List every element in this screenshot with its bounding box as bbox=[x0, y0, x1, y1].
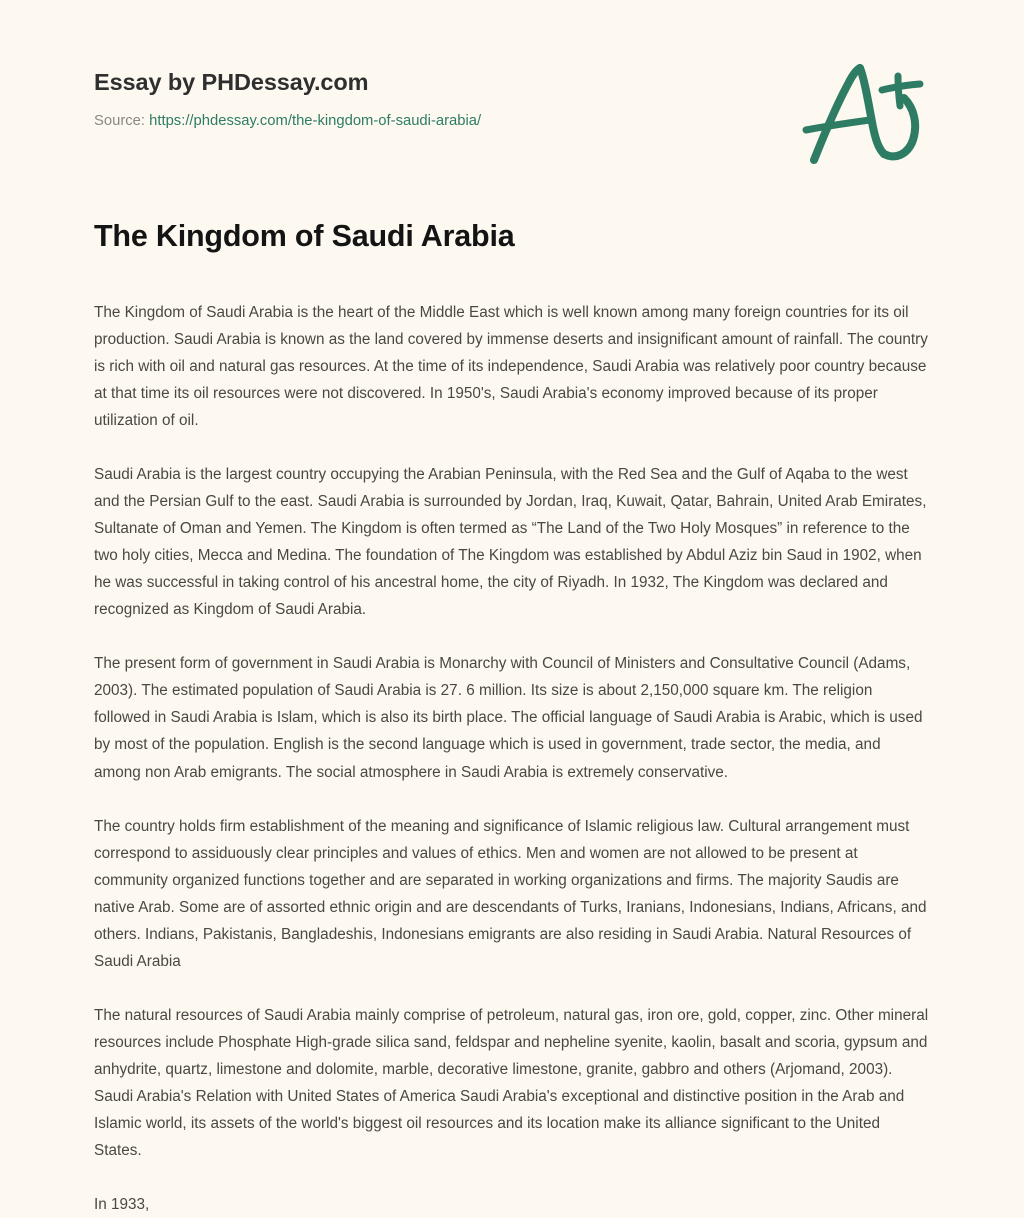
page-header bbox=[94, 0, 930, 130]
article-paragraph: The present form of government in Saudi Arabia is Monarchy with Council of Ministers and Consultative Council (Adams, 2003). The estimated population of Saudi Arabia is 27. 6 million. Its size is about 2,150,000 square km. The religion followed in Saudi Arabia is Islam, which is also its birth place. The official language of Saudi Arabia is Arabic, which is used by most of the population. English is the second language which is used in government, trade sector, the media, and among non Arab emigrants. The social atmosphere in Saudi Arabia is extremely conservative. bbox=[94, 655, 923, 781]
article-paragraph: The country holds firm establishment of the meaning and significance of Islamic religious law. Cultural arrangement must correspond to assiduously clear principles and values of ethics. Men and women are not allowed to be present at community organized functions together and are separated in working organizations and firms. The majority Saudis are native Arab. Some are of assorted ethnic origin and are descendants of Turks, Iranians, Indonesians, Indians, Africans, and others. Indians, Pakistanis, Bangladeshis, Indonesians emigrants are also residing in Saudi Arabia. Natural Resources of Saudi Arabia bbox=[94, 817, 927, 970]
article-paragraph: In 1933, bbox=[94, 1196, 150, 1214]
article-paragraph: The natural resources of Saudi Arabia mainly comprise of petroleum, natural gas, iron ore, gold, copper, zinc. Other mineral resources include Phosphate High-grade silica sand, feldspar and nepheline syenite, kaolin, basalt and scoria, gypsum and anhydrite, quartz, limestone and dolomite, marble, decorative limestone, granite, gabbro and others (Arjomand, 2003). Saudi Arabia's Relation with United States of America Saudi Arabia's exceptional and distinctive position in the Arab and Islamic world, its assets of the world's biggest oil resources and its location make its alliance significant to the United States. bbox=[94, 1006, 929, 1160]
source-line bbox=[94, 112, 930, 131]
source-label: Source: bbox=[94, 113, 145, 130]
page-title: The Kingdom of Saudi Arabia bbox=[94, 219, 515, 253]
article-paragraph: The Kingdom of Saudi Arabia is the heart of the Middle East which is well known among many foreign countries for its oil production. Saudi Arabia is known as the land covered by immense deserts and insignificant amount of rainfall. The country is rich with oil and natural gas resources. At the time of its independence, Saudi Arabia was relatively poor country because at that time its oil resources were not discovered. In 1950's, Saudi Arabia's economy improved because of its proper utilization of oil. bbox=[94, 303, 928, 429]
source-url-link[interactable]: https://phdessay.com/the-kingdom-of-saudi-arabia/ bbox=[149, 113, 482, 130]
article-paragraph: Saudi Arabia is the largest country occupying the Arabian Peninsula, with the Red Sea and the Gulf of Aqaba to the west and the Persian Gulf to the east. Saudi Arabia is surrounded by Jordan, Iraq, Kuwait, Qatar, Bahrain, United Arab Emirates, Sultanate of Oman and Yemen. The Kingdom is often termed as “The Land of the Two Holy Mosques” in reference to the two holy cities, Mecca and Medina. The foundation of The Kingdom was established by Abdul Aziz bin Saud in 1902, when he was successful in taking control of his ancestral home, the city of Riyadh. In 1932, The Kingdom was declared and recognized as Kingdom of Saudi Arabia. bbox=[94, 465, 927, 619]
brand-title: Essay by PHDessay.com bbox=[94, 69, 369, 95]
article-body bbox=[94, 299, 930, 1218]
article bbox=[94, 118, 930, 1218]
